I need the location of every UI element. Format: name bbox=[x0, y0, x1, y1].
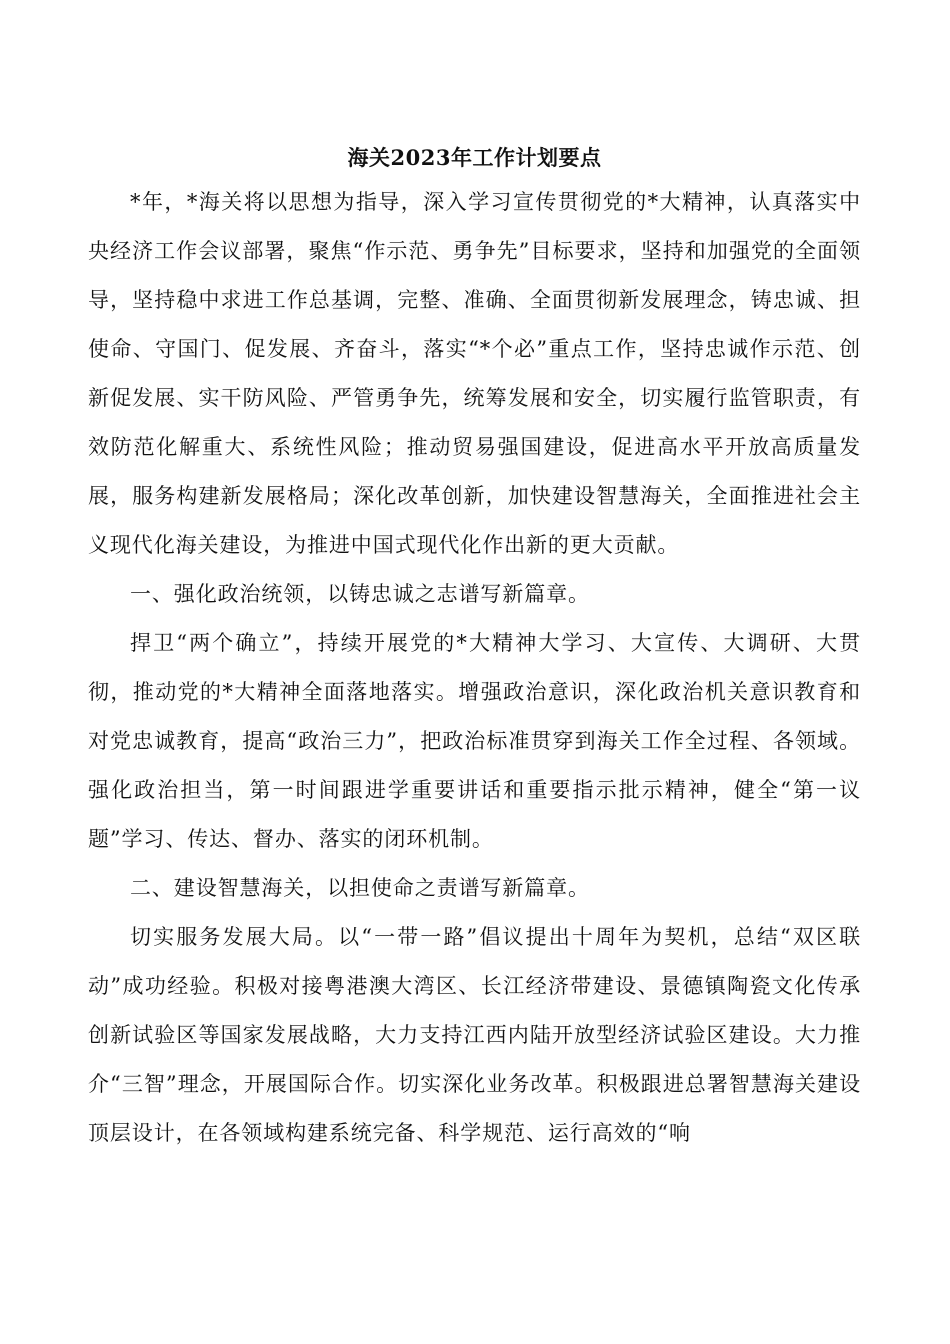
intro-paragraph: *年，*海关将以思想为指导，深入学习宣传贯彻党的*大精神，认真落实中央经济工作会议部署，聚焦“作示范、勇争先”目标要求，坚持和加强党的全面领导，坚持稳中求进工作总基调，完整、准确、全面贯彻新发展理念，铸忠诚、担使命、守国门、促发展、齐奋斗，落实“*个必”重点工作，坚持忠诚作示范、创新促发展、实干防风险、严管勇争先，统筹发展和安全，切实履行监管职责，有效防范化解重大、系统性风险；推动贸易强国建设，促进高水平开放高质量发展，服务构建新发展格局；深化改革创新，加快建设智慧海关，全面推进社会主义现代化海关建设，为推进中国式现代化作出新的更大贡献。 bbox=[88, 190, 861, 557]
section-body-1: 捍卫“两个确立”，持续开展党的*大精神大学习、大宣传、大调研、大贯彻，推动党的*大精神全面落地落实。增强政治意识，深化政治机关意识教育和对党忠诚教育，提高“政治三力”，把政治标准贯穿到海关工作全过程、各领域。强化政治担当，第一时间跟进学重要讲话和重要指示批示精神，健全“第一议题”学习、传达、督办、落实的闭环机制。 bbox=[88, 631, 861, 851]
section-heading-2: 二、建设智慧海关，以担使命之责谱写新篇章。 bbox=[130, 876, 590, 900]
section-heading-1: 一、强化政治统领，以铸忠诚之志谱写新篇章。 bbox=[130, 582, 590, 606]
section-body-2: 切实服务发展大局。以“一带一路”倡议提出十周年为契机，总结“双区联动”成功经验。积极对接粤港澳大湾区、长江经济带建设、景德镇陶瓷文化传承创新试验区等国家发展战略，大力支持江西内陆开放型经济试验区建设。大力推介“三智”理念，开展国际合作。切实深化业务改革。积极跟进总署智慧海关建设顶层设计，在各领域构建系统完备、科学规范、运行高效的“响 bbox=[88, 925, 861, 1145]
document-title: 海关2023年工作计划要点 bbox=[347, 145, 602, 170]
document-body bbox=[88, 138, 861, 1158]
